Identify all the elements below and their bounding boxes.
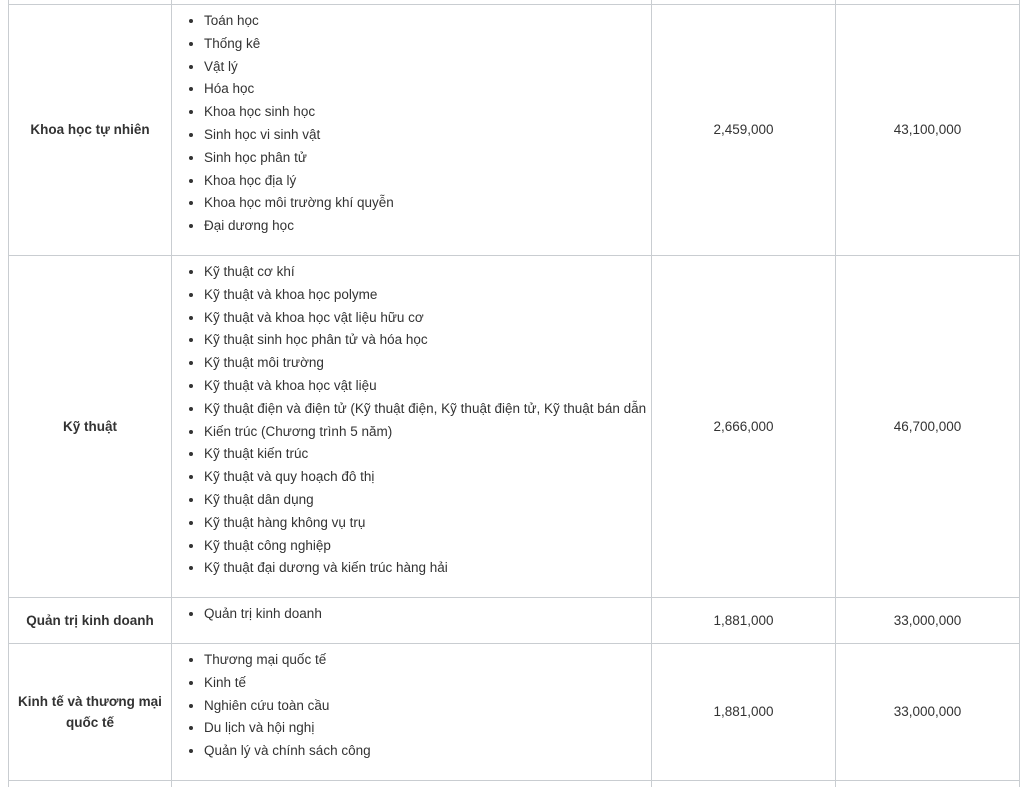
major-item: • Toán học (204, 10, 651, 33)
major-item: • Kỹ thuật đại dương và kiến trúc hàng hải (204, 557, 651, 580)
table-row-engineering (9, 255, 1020, 597)
empty-cell (172, 780, 652, 787)
major-item: • Kỹ thuật hàng không vụ trụ (204, 512, 651, 535)
major-item: • Kỹ thuật điện và điện tử (Kỹ thuật điện, Kỹ thuật điện tử, Kỹ thuật bán dẫn (204, 398, 651, 421)
major-item: • Kỹ thuật và khoa học vật liệu hữu cơ (204, 307, 651, 330)
major-item: • Kỹ thuật sinh học phân tử và hóa học (204, 329, 651, 352)
majors-cell (172, 255, 652, 597)
major-item: • Đại dương học (204, 215, 651, 238)
major-item: • Thương mại quốc tế (204, 649, 651, 672)
amount-value: 2,666,000 (652, 255, 836, 597)
faculty-name: Khoa học tự nhiên (9, 5, 172, 256)
majors-list (172, 261, 651, 580)
amount-value: 43,100,000 (836, 5, 1020, 256)
faculty-name: Quản trị kinh doanh (9, 598, 172, 644)
table-row-natural-sciences (9, 5, 1020, 256)
major-item: • Khoa học địa lý (204, 170, 651, 193)
major-item: • Du lịch và hội nghị (204, 717, 651, 740)
amount-value: 1,881,000 (652, 643, 836, 780)
major-item: • Quản lý và chính sách công (204, 740, 651, 763)
major-item: • Kỹ thuật kiến trúc (204, 443, 651, 466)
major-item: • Kỹ thuật và quy hoạch đô thị (204, 466, 651, 489)
partial-row-bottom (9, 780, 1020, 787)
major-item: • Kiến trúc (Chương trình 5 năm) (204, 421, 651, 444)
majors-cell (172, 5, 652, 256)
majors-cell (172, 643, 652, 780)
faculty-name: Kinh tế và thương mại quốc tế (9, 643, 172, 780)
major-item: • Kỹ thuật và khoa học polyme (204, 284, 651, 307)
amount-value: 33,000,000 (836, 598, 1020, 644)
empty-cell (836, 780, 1020, 787)
table-row-economics-trade (9, 643, 1020, 780)
empty-cell (652, 780, 836, 787)
majors-list (172, 10, 651, 238)
faculty-name: Kỹ thuật (9, 255, 172, 597)
major-item: • Quản trị kinh doanh (204, 603, 651, 626)
major-item: • Khoa học môi trường khí quyễn (204, 192, 651, 215)
major-item: • Kỹ thuật công nghiệp (204, 535, 651, 558)
tuition-table (8, 0, 1020, 787)
major-item: • Hóa học (204, 78, 651, 101)
major-item: • Kỹ thuật dân dụng (204, 489, 651, 512)
major-item: • Thống kê (204, 33, 651, 56)
major-item: • Nghiên cứu toàn cầu (204, 695, 651, 718)
major-item: • Khoa học sinh học (204, 101, 651, 124)
major-item: • Kỹ thuật và khoa học vật liệu (204, 375, 651, 398)
amount-value: 2,459,000 (652, 5, 836, 256)
major-item: • Sinh học phân tử (204, 147, 651, 170)
majors-list (172, 603, 651, 626)
majors-list (172, 649, 651, 763)
major-item: • Vật lý (204, 56, 651, 79)
major-item: • Kỹ thuật cơ khí (204, 261, 651, 284)
amount-value: 33,000,000 (836, 643, 1020, 780)
amount-value: 46,700,000 (836, 255, 1020, 597)
major-item: • Kinh tế (204, 672, 651, 695)
table-row-business-admin (9, 598, 1020, 644)
amount-value: 1,881,000 (652, 598, 836, 644)
majors-cell (172, 598, 652, 644)
empty-cell (9, 780, 172, 787)
major-item: • Kỹ thuật môi trường (204, 352, 651, 375)
major-item: • Sinh học vi sinh vật (204, 124, 651, 147)
